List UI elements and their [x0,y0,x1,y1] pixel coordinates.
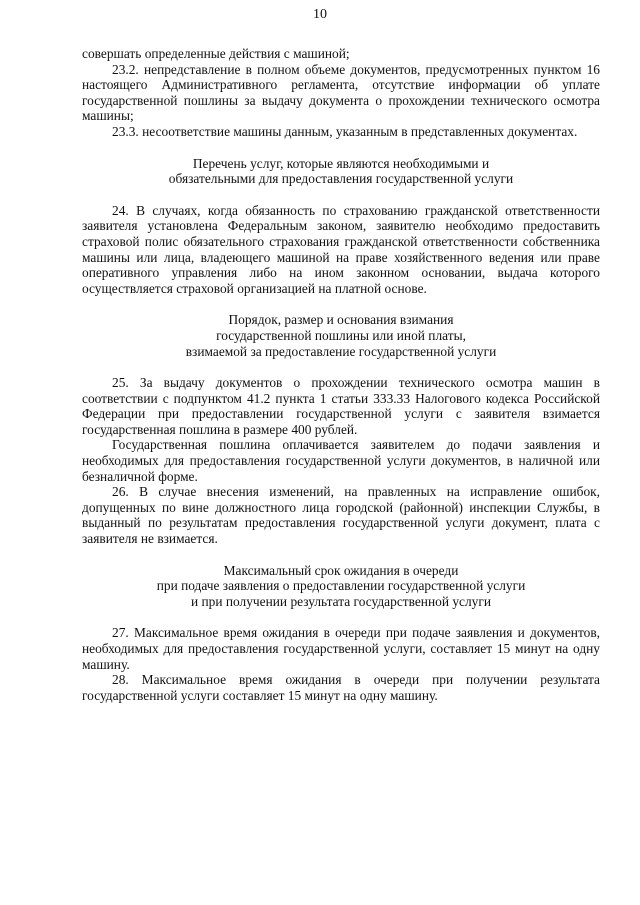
heading-line: и при получении результата государственной услуги [190,593,492,609]
heading-line: Перечень услуг, которые являются необходимыми и [192,155,490,171]
paragraph-28: 28. Максимальное время ожидания в очереди при получении результата государственной услуги составляет 15 минут на одну машину. [82,672,600,703]
section-heading-queue [82,563,600,610]
paragraph-26: 26. В случае внесения изменений, на правленных на исправление ошибок, допущенных по вине должностного лица городской (районной) инспекции Службы, в выданный по результатам предоставления государственной услуги документ, плата с заявителя не взимается. [82,484,600,547]
heading-line: Порядок, размер и основания взимания [228,312,454,328]
heading-line: обязательными для предоставления государственной услуги [168,171,514,187]
paragraph-fee-payment: Государственная пошлина оплачивается заявителем до подачи заявления и необходимых для предоставления государственной услуги документов, в наличной или безналичной форме. [82,437,600,484]
section-heading-services [82,156,600,187]
paragraph-25: 25. За выдачу документов о прохождении технического осмотра машин в соответствии с подпунктом 41.2 пункта 1 статьи 333.33 Налогового кодекса Российской Федерации при предоставлении государственной услуги с заявителя взимается государственная пошлина в размере 400 рублей. [82,375,600,437]
paragraph-continuation: совершать определенные действия с машиной; [82,46,350,61]
section-heading-fee [82,312,600,359]
paragraph-23-3: 23.3. несоответствие машины данным, указанным в представленных документах. [112,123,578,139]
paragraph-24: 24. В случаях, когда обязанность по страхованию гражданской ответственности заявителя установлена Федеральным законом, заявителю необходимо предоставить страховой полис обязательного страхования гражданской ответственности собственника машины или лица, владеющего машиной на праве хозяйственного ведения или праве оперативного управления либо на ином законном основании, выдача которого осуществляется страховой организацией на платной основе. [82,202,600,296]
paragraph-27: 27. Максимальное время ожидания в очереди при подаче заявления и документов, необходимых для предоставления государственной услуги, составляет 15 минут на одну машину. [82,625,600,672]
heading-line: Максимальный срок ожидания в очереди [223,562,459,578]
document-body [82,46,600,703]
page-number: 10 [313,7,327,22]
heading-line: при подаче заявления о предоставлении государственной услуги [156,578,526,594]
paragraph-23-2: 23.2. непредставление в полном объеме документов, предусмотренных пунктом 16 настоящего Административного регламента, отсутствие информации об уплате государственной пошлины за выдачу документа о прохождении технического осмотра машины; [82,61,600,124]
heading-line: государственной пошлины или иной платы, [216,327,466,343]
heading-line: взимаемой за предоставление государственной услуги [185,343,497,359]
